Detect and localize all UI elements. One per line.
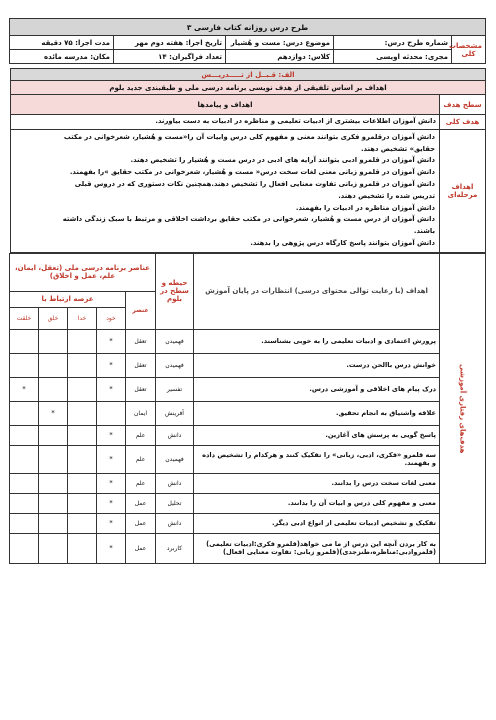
mark-people [39, 377, 68, 401]
staged-goal-line: تدریس شده را تشخیص دهند. [338, 191, 435, 200]
element-value: تعقل [126, 329, 156, 353]
header-table [9, 18, 486, 64]
field-plan-number: شماره طرح درس: [334, 36, 452, 50]
mark-self: * [97, 473, 126, 493]
general-goal-text: دانش آموزان اطلاعات بیشتری از ادبیات تعلیمی و مناظره در ادبیات به دست بیاورند. [11, 115, 440, 130]
mark-creation [9, 493, 38, 513]
objectives-matrix [9, 253, 486, 564]
section-a-title: الف: قـبــل از تـــــدریـــس [11, 69, 486, 81]
objective-row [9, 513, 485, 533]
objective-text: معنی لغات سخت درس را بدانند. [194, 473, 440, 493]
objective-text: علاقه واشتیاق به انجام تحقیق. [194, 401, 440, 425]
objective-text: به کار بردن آنچه این درس از ما می خواهد(قلمرو فکری:ادبیات تعلیمی)(قلمروادبی:مناظره،طنزجدی)(قلمرو زبانی: تفاوت معنایی افعال) [194, 533, 440, 563]
bloom-level: فهمیدن [156, 445, 194, 473]
staged-goal-line: حقایق» تشخیص دهند. [360, 144, 435, 153]
mark-god [68, 493, 97, 513]
mark-god [68, 425, 97, 445]
objectives-column-header: اهداف (با رعایت توالی محتوای درسی) انتظارات در پایان آموزش [194, 253, 440, 329]
element-value: عمل [126, 533, 156, 563]
relation-people: خلق [39, 307, 68, 329]
lesson-plan-page [10, 18, 486, 564]
mark-creation [9, 513, 38, 533]
staged-goal-line: دانش آموزان بتوانند پاسخ کارگاه درس پژوهی را بدهند. [250, 238, 435, 247]
staged-goal-line: دانش آموزان از درس مست و هُشیار، شعرخوانی در مکتب حقایق برداشت اخلاقی و مرتبط با سبک زندگی داشته [62, 215, 435, 224]
relation-self: خود [97, 307, 126, 329]
goals-column-header: اهداف و پیامدها [11, 95, 440, 115]
field-instructor: مجری: محدثه اویسی [334, 50, 452, 64]
mark-god [68, 401, 97, 425]
bloom-level: آفرینش [156, 401, 194, 425]
objective-text: سه قلمرو «فکری، ادبی، زبانی» را تفکیک کنند و هرکدام را تشخیص داده و بفهمند. [194, 445, 440, 473]
mark-people [39, 493, 68, 513]
objective-text: تفکیک و تشخیص ادبیات تعلیمی از انواع ادبی دیگر. [194, 513, 440, 533]
section-a-subtitle: اهداف بر اساس تلفیقی از هدف نویسی برنامه درسی ملی و طبقبندی جدید بلوم [11, 81, 486, 95]
bloom-level: تحلیل [156, 493, 194, 513]
relation-title: عرصه ارتباط با [9, 291, 125, 307]
element-value: تعقل [126, 353, 156, 377]
objective-text: خوانش درس باالحن درست. [194, 353, 440, 377]
objective-row [9, 473, 485, 493]
objective-text: پرورش اعتمادی و ادبیات تعلیمی را به خوبی بشناسند. [194, 329, 440, 353]
mark-people [39, 329, 68, 353]
bloom-level: دانش [156, 425, 194, 445]
mark-creation: * [9, 377, 38, 401]
side-label-cell [440, 253, 486, 563]
objective-row [9, 353, 485, 377]
objective-text: درک پیام های اخلاقی و آموزشی درس. [194, 377, 440, 401]
mark-people [39, 445, 68, 473]
objective-row [9, 493, 485, 513]
relation-god: خدا [68, 307, 97, 329]
mark-people [39, 513, 68, 533]
mark-god [68, 473, 97, 493]
mark-self: * [97, 445, 126, 473]
element-value: تعقل [126, 377, 156, 401]
mark-creation [9, 425, 38, 445]
mark-people [39, 425, 68, 445]
field-class: کلاس: دوازدهم [226, 50, 334, 64]
field-subject: موضوع درس: مست و هُشیار [226, 36, 334, 50]
objective-row [9, 445, 485, 473]
behavioral-objectives-label: هدف‌های رفتاری آموزشی [458, 363, 467, 453]
mark-god [68, 329, 97, 353]
mark-people [39, 533, 68, 563]
mark-self: * [97, 493, 126, 513]
element-column-header: عنصر [126, 291, 156, 329]
relation-creation: خلقت [9, 307, 38, 329]
bloom-level: فهمیدن [156, 329, 194, 353]
objective-row [9, 377, 485, 401]
element-value: عمل [126, 513, 156, 533]
mark-self: * [97, 329, 126, 353]
field-date: تاریخ اجرا: هفته دوم مهر [114, 36, 226, 50]
staged-goal-line: دانش آموزان در قلمرو ادبی بتوانند آرایه های ادبی در درس مست و هُشیار را تشخیص دهند. [130, 156, 435, 165]
element-value: علم [126, 425, 156, 445]
bloom-level: دانش [156, 473, 194, 493]
staged-goal-line: دانش آموزان درقلمرو فکری بتوانند معنی و مفهوم کلی درس وابیات آن را«مست و هُشیار، شعرخوانی در مکتب [63, 132, 435, 141]
staged-goal-line: دانش آموزان در قلمرو زبانی تفاوت معنایی افعال را تشخیص دهند.همچنین نکات دستوری که در دروس قبلی [74, 179, 435, 188]
mark-people: * [39, 401, 68, 425]
mark-creation [9, 533, 38, 563]
mark-self [97, 401, 126, 425]
mark-self: * [97, 353, 126, 377]
section-a-table [10, 68, 486, 253]
objective-text: پاسخ گویی به پرسش های آغازین. [194, 425, 440, 445]
mark-self: * [97, 513, 126, 533]
staged-goal-line: دانش آموزان مناظره در ادبیات را بفهمند. [295, 203, 435, 212]
mark-people [39, 473, 68, 493]
bloom-level: فهمیدن [156, 353, 194, 377]
staged-goal-line: دانش آموزان در قلمرو زبانی معنی لغات سخت درس« مست و هُشیار، شعرخوانی در مکتب حقایق »را بفهمند. [69, 168, 435, 177]
mark-god [68, 353, 97, 377]
mark-self: * [97, 425, 126, 445]
mark-creation [9, 401, 38, 425]
bloom-column-header: حیطه و سطح در بلوم [156, 253, 194, 329]
mark-self: * [97, 377, 126, 401]
mark-god [68, 533, 97, 563]
general-specs-label: مشخصات کلی [452, 36, 486, 64]
objective-row [9, 329, 485, 353]
staged-goals-label: اهداف مرحله‌ای [440, 129, 486, 252]
objective-row [9, 425, 485, 445]
general-goal-label: هدف کلی [440, 115, 486, 130]
mark-creation [9, 329, 38, 353]
mark-god [68, 377, 97, 401]
objective-row [9, 401, 485, 425]
mark-creation [9, 473, 38, 493]
element-value: عمل [126, 493, 156, 513]
field-learners: تعداد فراگیران: ۱۴ [114, 50, 226, 64]
mark-self: * [97, 533, 126, 563]
element-value: علم [126, 445, 156, 473]
staged-goal-line: باشند. [413, 227, 435, 236]
field-location: مکان: مدرسه مائده [9, 50, 113, 64]
mark-creation [9, 353, 38, 377]
field-duration: مدت اجرا: ۷۵ دقیقه [9, 36, 113, 50]
bloom-level: کاربرد [156, 533, 194, 563]
elements-title: عناصر برنامه درسی ملی (تعقل، ایمان، علم، عمل و اخلاق) [9, 253, 155, 291]
mark-people [39, 353, 68, 377]
level-column-header: سطح هدف [440, 95, 486, 115]
element-value: علم [126, 473, 156, 493]
objective-row [9, 533, 485, 563]
element-value: ایمان [126, 401, 156, 425]
objective-text: معنی و مفهوم کلی درس و ابیات آن را بدانند. [194, 493, 440, 513]
bloom-level: دانش [156, 513, 194, 533]
mark-god [68, 513, 97, 533]
mark-god [68, 445, 97, 473]
staged-goals-list [11, 129, 440, 252]
plan-title: طرح درس روزانه کتاب فارسی ۳ [9, 19, 485, 36]
bloom-level: تفسیر [156, 377, 194, 401]
mark-creation [9, 445, 38, 473]
